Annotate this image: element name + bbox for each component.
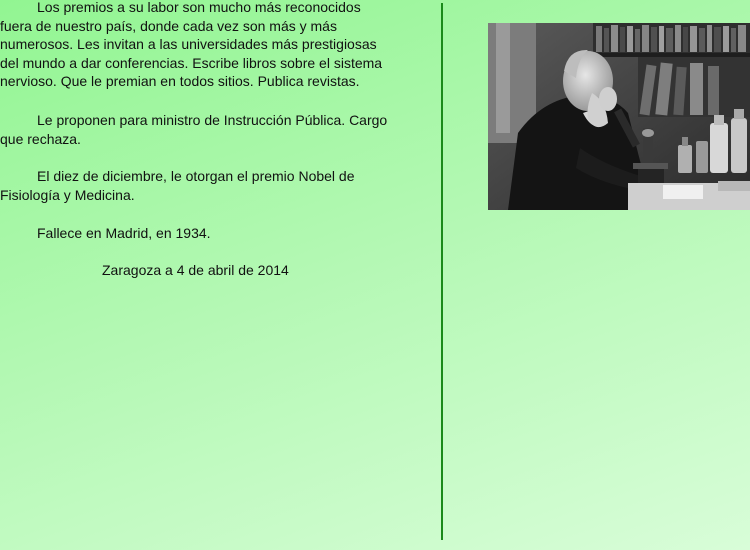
column-divider	[441, 3, 443, 540]
signature-date: Zaragoza a 4 de abril de 2014	[102, 262, 289, 278]
paragraph-nobel: El diez de diciembre, le otorgan el premio Nobel de Fisiología y Medicina.	[0, 168, 355, 203]
paragraph-death: Fallece en Madrid, en 1934.	[37, 225, 211, 241]
paragraph-awards: Los premios a su labor son mucho más reconocidos fuera de nuestro país, donde cada vez son más y más numerosos. Les invitan a las universidades más prestigiosas del mundo a dar conferencias. Escribe libros sobre el sistema nervioso. Que le premian en todos sitios. Publica revistas.	[0, 0, 383, 90]
scientist-photo	[488, 23, 750, 210]
paragraph-minister: Le proponen para ministro de Instrucción Pública. Cargo que rechaza.	[0, 112, 388, 147]
